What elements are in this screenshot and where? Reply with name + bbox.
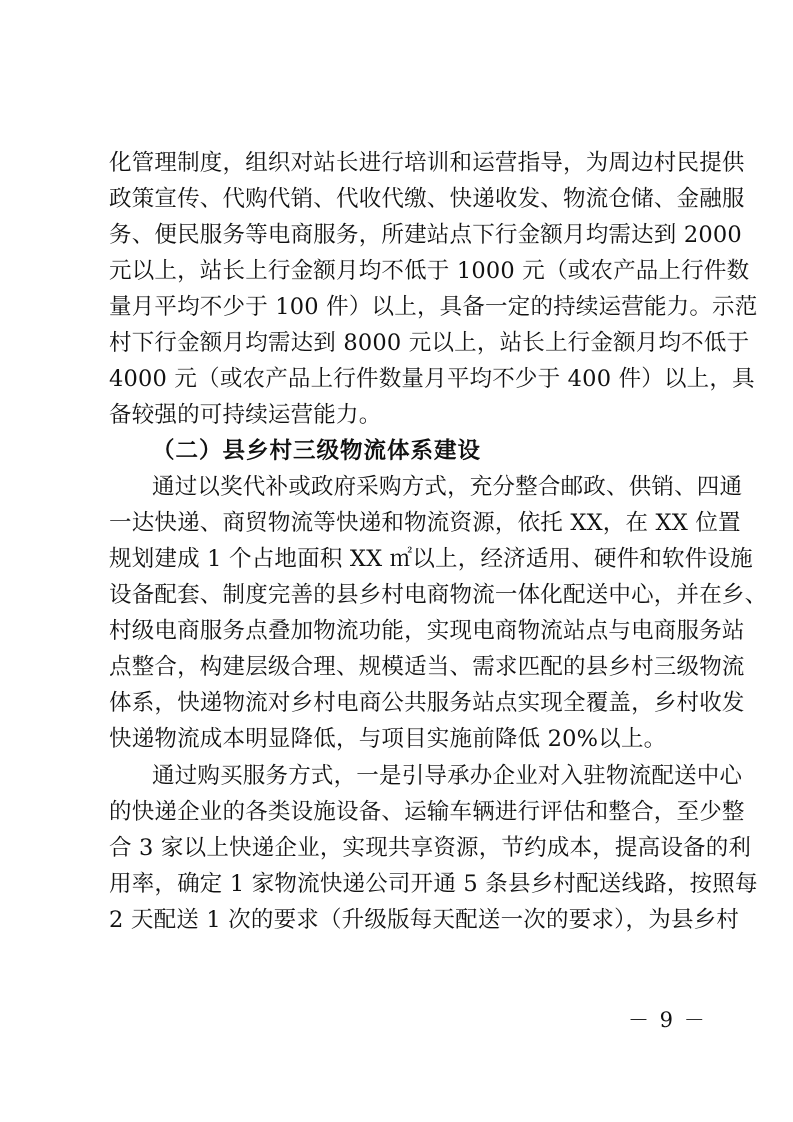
paragraph-line: 快递物流成本明显降低，与项目实施前降低 20%以上。 xyxy=(109,726,667,752)
paragraph-line: 通过以奖代补或政府采购方式，充分整合邮政、供销、四通 xyxy=(152,474,743,500)
paragraph-line: 合 3 家以上快递企业，实现共享资源，节约成本，提高设备的利 xyxy=(109,835,752,861)
paragraph-line: 体系，快递物流对乡村电商公共服务站点实现全覆盖，乡村收发 xyxy=(109,690,745,716)
paragraph-line: 的快递企业的各类设施设备、运输车辆进行评估和整合，至少整 xyxy=(109,799,745,825)
paragraph-line: 化管理制度，组织对站长进行培训和运营指导，为周边村民提供 xyxy=(109,150,745,176)
paragraph-line: 4000 元（或农产品上行件数量月平均不少于 400 件）以上，具 xyxy=(109,366,755,392)
paragraph-line: 通过购买服务方式，一是引导承办企业对入驻物流配送中心 xyxy=(152,763,743,789)
paragraph-line: 元以上，站长上行金额月均不低于 1000 元（或农产品上行件数 xyxy=(109,258,750,284)
section-heading: （二）县乡村三级物流体系建设 xyxy=(152,438,482,464)
paragraph-line: 村下行金额月均需达到 8000 元以上，站长上行金额月均不低于 xyxy=(109,330,750,356)
paragraph-line: 点整合，构建层级合理、规模适当、需求匹配的县乡村三级物流 xyxy=(109,654,745,680)
paragraph-line: 一达快递、商贸物流等快递和物流资源，依托 XX，在 XX 位置 xyxy=(109,510,741,536)
page-number: － 9 － xyxy=(628,1008,707,1032)
paragraph-line: 量月平均不少于 100 件）以上，具备一定的持续运营能力。示范 xyxy=(109,294,758,320)
paragraph-line: 务、便民服务等电商服务，所建站点下行金额月均需达到 2000 xyxy=(109,222,742,248)
paragraph-line: 2 天配送 1 次的要求（升级版每天配送一次的要求），为县乡村 xyxy=(109,907,740,933)
paragraph-line: 村级电商服务点叠加物流功能，实现电商物流站点与电商服务站 xyxy=(109,618,745,644)
paragraph-line: 政策宣传、代购代销、代收代缴、快递收发、物流仓储、金融服 xyxy=(109,186,745,212)
paragraph-line: 用率，确定 1 家物流快递公司开通 5 条县乡村配送线路，按照每 xyxy=(109,871,758,897)
paragraph-line: 规划建成 1 个占地面积 XX ㎡以上，经济适用、硬件和软件设施 xyxy=(109,546,753,572)
paragraph-line: 设备配套、制度完善的县乡村电商物流一体化配送中心，并在乡、 xyxy=(109,582,768,608)
paragraph-line: 备较强的可持续运营能力。 xyxy=(109,402,382,428)
